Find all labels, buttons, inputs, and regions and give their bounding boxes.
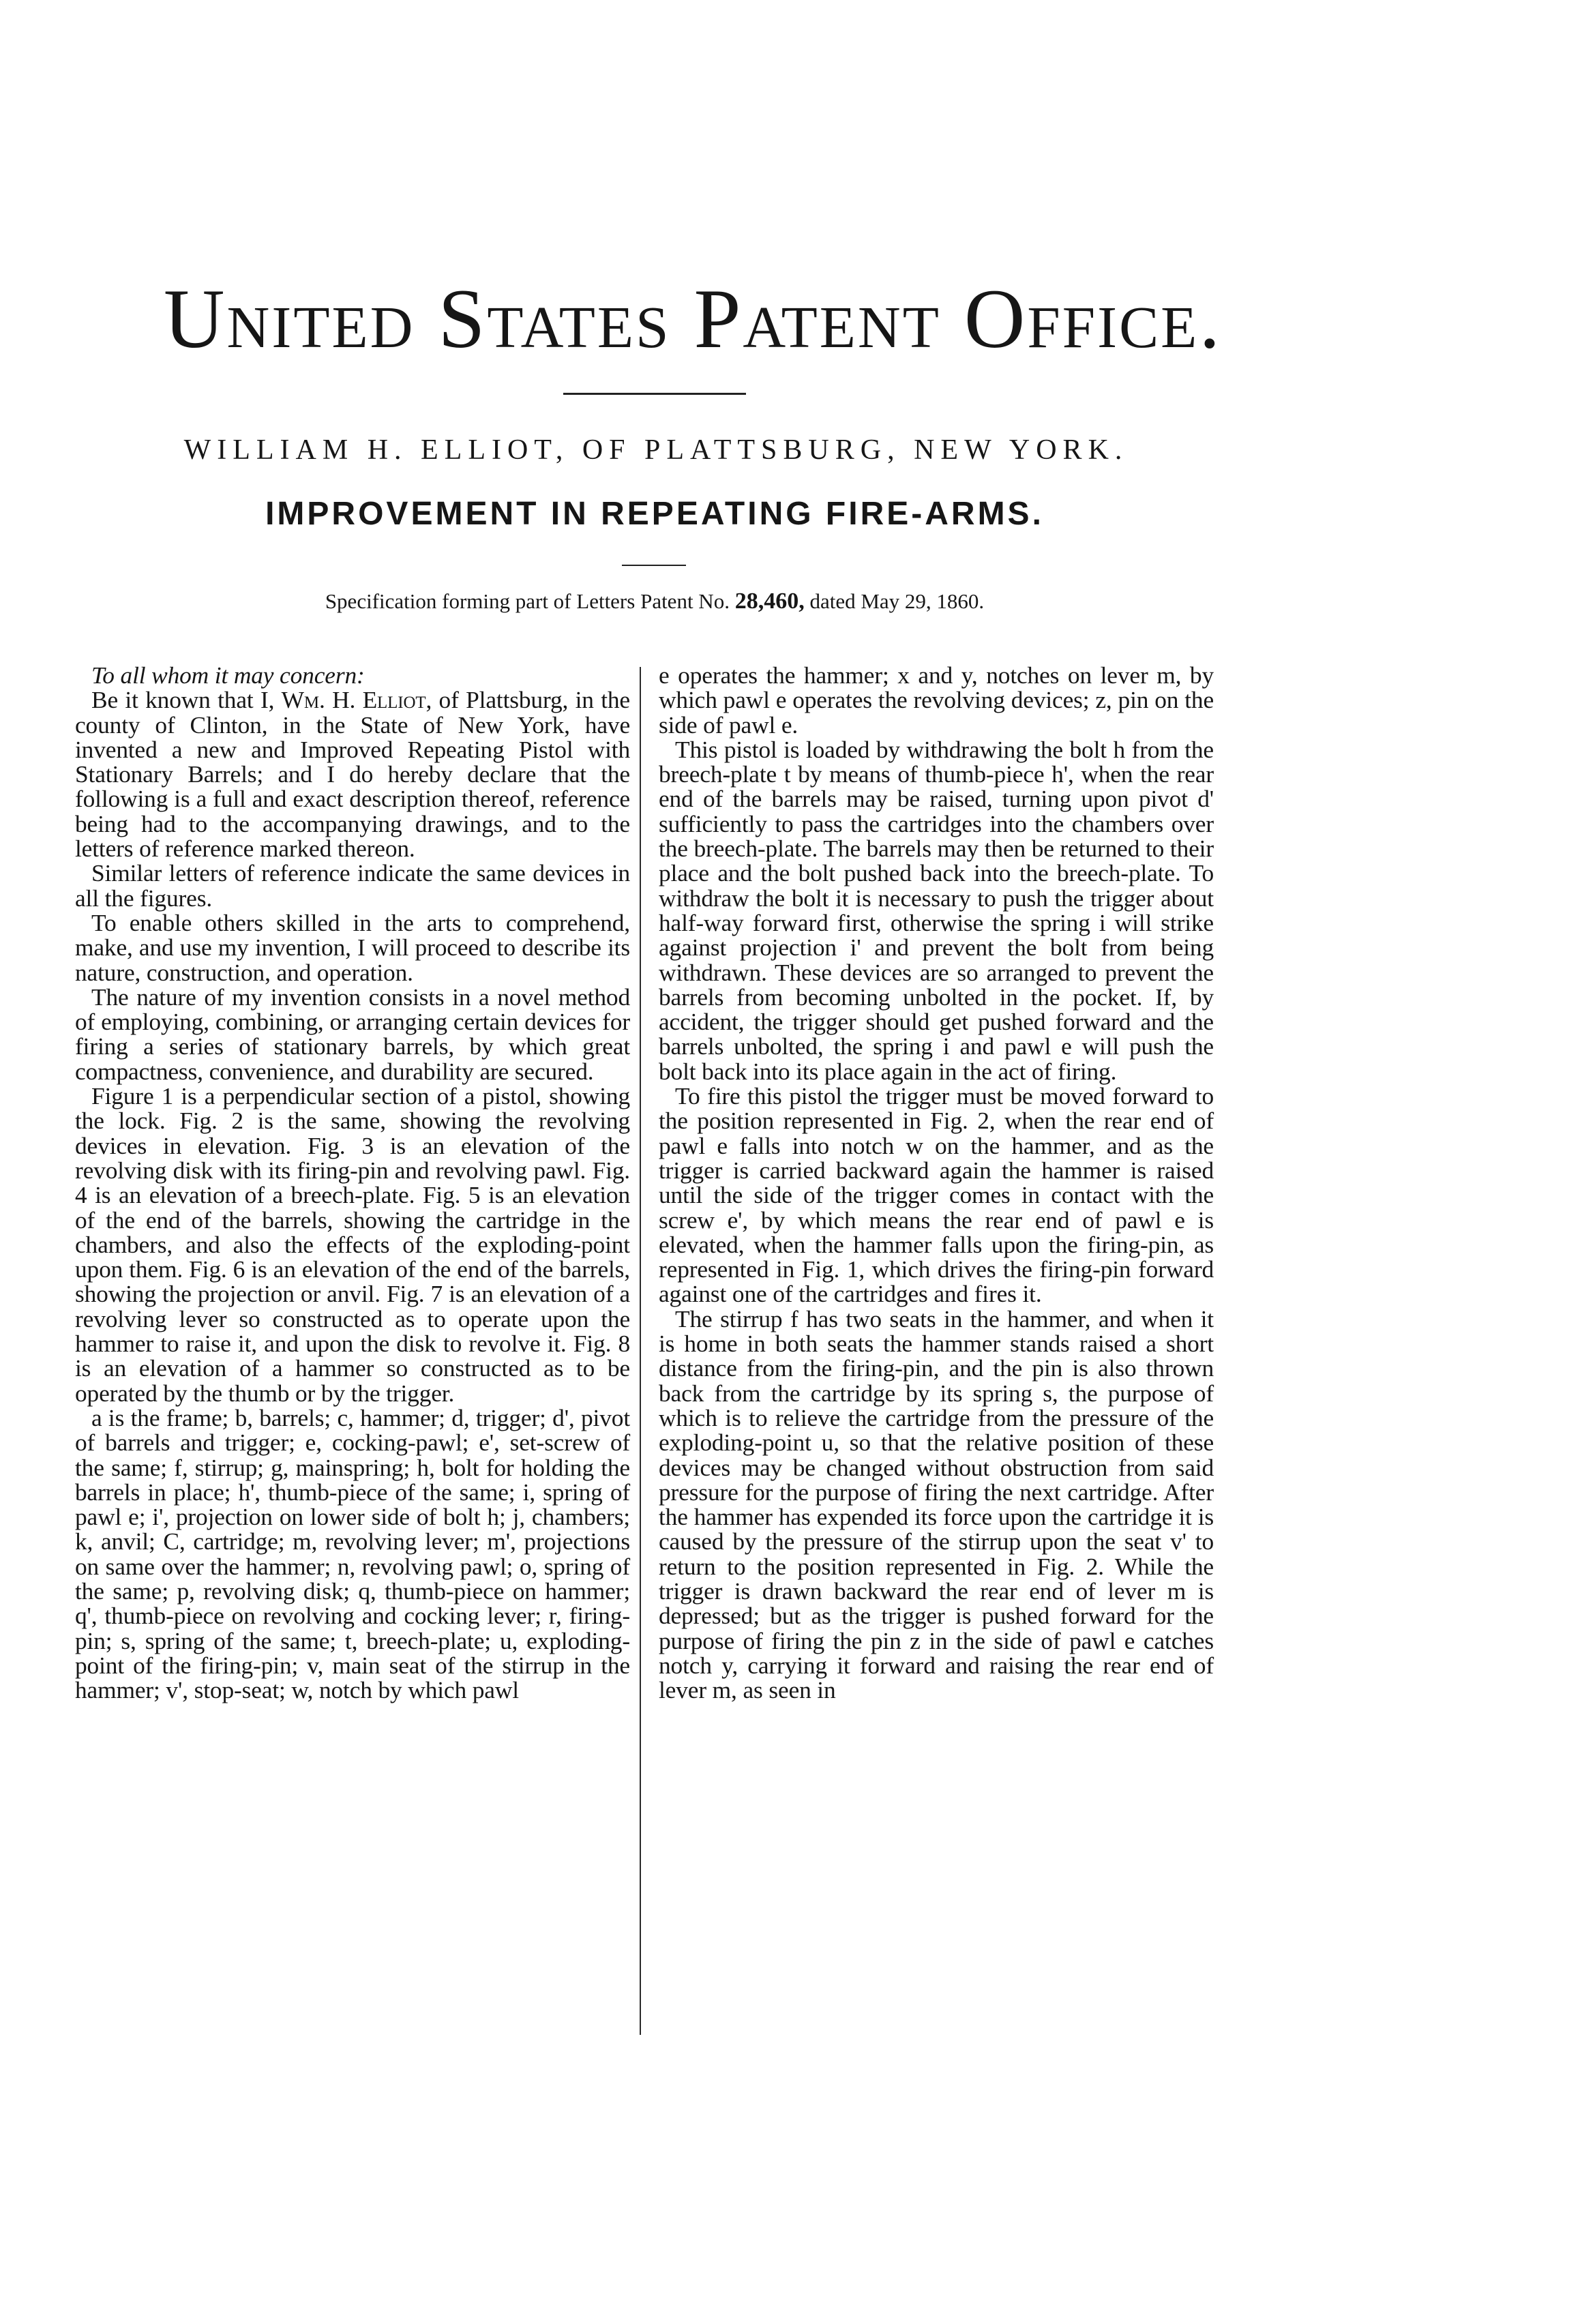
spec-date: dated May 29, 1860.	[809, 589, 985, 613]
inventor-line: WILLIAM H. ELLIOT, OF PLATTSBURG, NEW YORK.	[183, 434, 1129, 466]
invention-title: IMPROVEMENT IN REPEATING FIRE-ARMS.	[265, 496, 1044, 532]
known-prefix: Be it known that I,	[91, 686, 282, 714]
patent-number: 28,460,	[734, 589, 805, 614]
known-text: , of Plattsburg, in the county of Clinton, in the State of New York, have invented a new and Improved Repeating Pistol with Stationary Barrels; and I do hereby declare that the following is a full and exact description thereof, reference being had to the accompanying drawings, and to the letters of reference marked thereon.	[75, 686, 630, 863]
paragraph-firing: To fire this pistol the trigger must be moved forward to the position represented in Fig. 2, when the rear end of pawl e falls into notch w on the hammer, and as the trigger is carried backward again the hammer is raised until the side of the trigger comes in contact with the screw e', by which means the rear end of pawl e is elevated, when the hammer falls upon the firing-pin, as represented in Fig. 1, which drives the firing-pin forward against one of the cartridges and fires it.	[659, 1082, 1214, 1308]
column-divider	[640, 667, 641, 2035]
paragraph-nature: The nature of my invention consists in a novel method of employing, combining, or arranging certain devices for firing a series of stationary barrels, by which great compactness, convenience, and durability are secured.	[75, 983, 630, 1085]
specification-line	[164, 588, 1146, 615]
right-column	[659, 663, 1214, 1702]
paragraph-known	[75, 687, 630, 861]
paragraph-parts-continued: e operates the hammer; x and y, notches on lever m, by which pawl e operates the revolving devices; z, pin on the side of pawl e.	[659, 661, 1214, 739]
inventor-name: Wm. H. Elliot	[281, 686, 426, 714]
paragraph-parts: a is the frame; b, barrels; c, hammer; d, trigger; d', pivot of barrels and trigger; e, cocking-pawl; e', set-screw of the same; f, stirrup; g, mainspring; h, bolt for holding the barrels in place; h', thumb-piece of the same; i, spring of pawl e; i', projection on lower side of bolt h; j, chambers; k, anvil; C, cartridge; m, revolving lever; m', projections on same over the hammer; n, revolving pawl; o, spring of the same; p, revolving disk; q, thumb-piece on hammer; q', thumb-piece on revolving and cocking lever; r, firing-pin; s, spring of the same; t, breech-plate; u, exploding-point of the firing-pin; v, main seat of the stirrup in the hammer; v', stop-seat; w, notch by which pawl	[75, 1403, 630, 1704]
paragraph-loading: This pistol is loaded by withdrawing the bolt h from the breech-plate t by means of thumb-piece h', when the rear end of the barrels may be raised, turning upon pivot d' sufficiently to pass the cartridges into the chambers over the breech-plate. The barrels may then be returned to their place and the bolt pushed back into the breech-plate. To withdraw the bolt it is necessary to push the trigger about half-way forward first, otherwise the spring i will strike against projection i' and prevent the bolt from being withdrawn. These devices are so arranged to prevent the barrels from becoming unbolted in the pocket. If, by accident, the trigger should get pushed forward and the barrels unbolted, the spring i and pawl e will push the bolt back into its place again in the act of firing.	[659, 735, 1214, 1085]
paragraph-stirrup: The stirrup f has two seats in the hammer, and when it is home in both seats the hammer stands raised a short distance from the firing-pin, and the pin is also thrown back from the cartridge by its spring s, the purpose of which is to relieve the cartridge from the pressure of the exploding-point u, so that the relative position of these devices may be changed without obstruction from said pressure for the purpose of firing the next cartridge. After the hammer has expended its force upon the cartridge it is caused by the pressure of the stirrup upon the seat v' to return to the position represented in Fig. 2. While the trigger is drawn backward the rear end of lever m is depressed; but as the trigger is pushed forward for the purpose of firing the pin z in the side of pawl e catches notch y, carrying it forward and raising the rear end of lever m, as seen in	[659, 1305, 1214, 1704]
paragraph-similar: Similar letters of reference indicate the same devices in all the figures.	[75, 859, 630, 912]
title-rule	[563, 393, 746, 395]
salutation: To all whom it may concern:	[91, 661, 365, 689]
spec-prefix: Specification forming part of Letters Patent No.	[325, 589, 730, 613]
subtitle-rule	[622, 565, 686, 566]
left-column	[75, 663, 630, 1702]
paragraph-figures: Figure 1 is a perpendicular section of a pistol, showing the lock. Fig. 2 is the same, showing the revolving devices in elevation. Fig. 3 is an elevation of the revolving disk with its firing-pin and revolving pawl. Fig. 4 is an elevation of a breech-plate. Fig. 5 is an elevation of the end of the barrels, showing the cartridge in the chambers, and also the effects of the exploding-point upon them. Fig. 6 is an elevation of the end of the barrels, showing the projection or anvil. Fig. 7 is an elevation of a revolving lever so constructed as to operate upon the hammer to raise it, and upon the disk to revolve it. Fig. 8 is an elevation of a hammer so constructed as to be operated by the thumb or by the trigger.	[75, 1082, 630, 1407]
office-title: United States Patent Office.	[164, 272, 1223, 366]
paragraph-enable: To enable others skilled in the arts to comprehend, make, and use my invention, I will proceed to describe its nature, construction, and operation.	[75, 908, 630, 986]
